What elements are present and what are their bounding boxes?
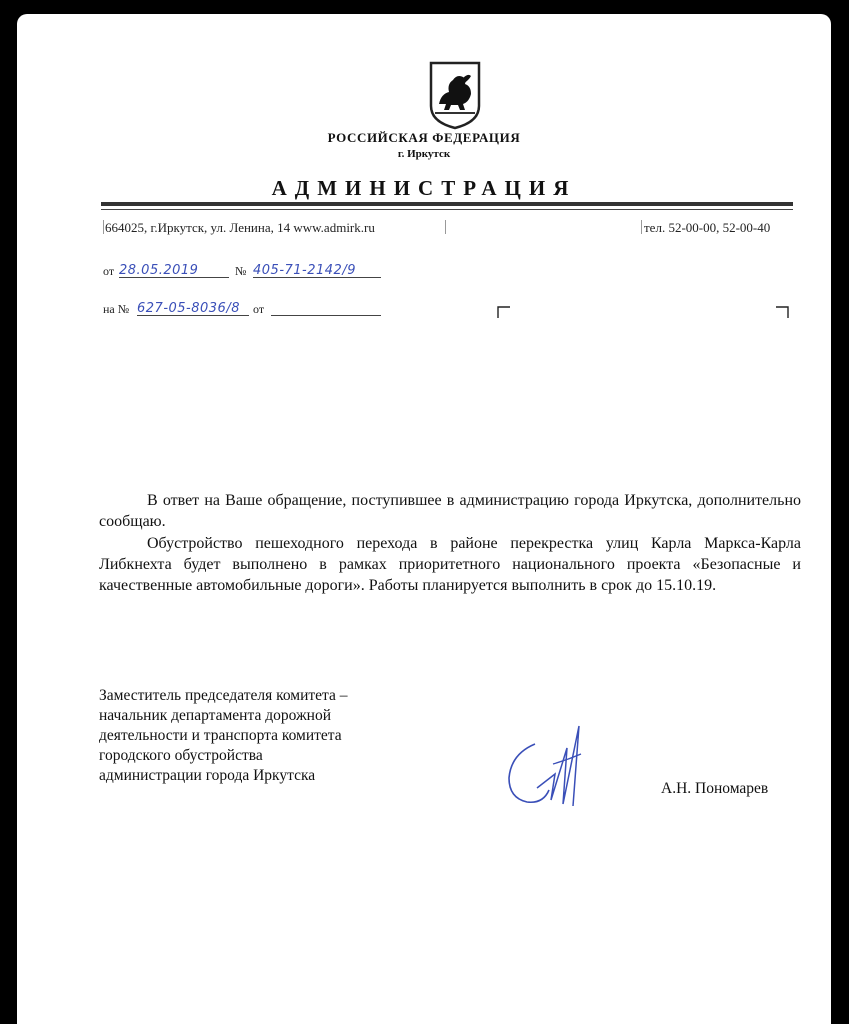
address-left-tick	[103, 220, 104, 234]
letter-page	[17, 14, 831, 1024]
address-right-tick	[445, 220, 446, 234]
date-handwritten: 28.05.2019	[119, 263, 199, 278]
reply-label: на №	[103, 302, 130, 316]
body-paragraph-1: В ответ на Ваше обращение, поступившее в администрацию города Иркутска, дополнительно сообщаю.	[99, 492, 801, 530]
position-line: деятельности и транспорта комитета	[99, 727, 342, 744]
number-handwritten: 405-71-2142/9	[253, 263, 356, 278]
coat-of-arms-icon	[427, 60, 483, 130]
phone-left-tick	[641, 220, 642, 234]
phone-line: тел. 52-00-00, 52-00-40	[644, 220, 771, 235]
reply-date-field	[271, 299, 381, 316]
addressee-corner-right-icon	[775, 306, 789, 318]
header-rule-thin	[101, 209, 793, 210]
city-heading: г. Иркутск	[397, 148, 451, 160]
signatory-position	[99, 686, 439, 786]
position-line: начальник департамента дорожной	[99, 707, 331, 724]
body-paragraph-2: Обустройство пешеходного перехода в районе перекрестка улиц Карла Маркса-Карла Либкнехта будет выполнено в рамках приоритетного национального проекта «Безопасные и качественные автомобильные дороги». Работы планируется выполнить в срок до 15.10.19.	[99, 535, 801, 594]
date-label: от	[103, 264, 115, 278]
reply-handwritten: 627-05-8036/8	[137, 301, 240, 316]
reply-field	[137, 299, 249, 316]
number-label: №	[235, 264, 247, 278]
signatory-name: А.Н. Пономарев	[661, 780, 769, 797]
date-field	[119, 261, 229, 278]
position-line: администрации города Иркутска	[99, 767, 316, 784]
header-rule-thick	[101, 202, 793, 206]
addressee-corner-left-icon	[497, 306, 511, 318]
number-field	[253, 261, 381, 278]
handwritten-signature-icon	[497, 714, 617, 814]
address-line: 664025, г.Иркутск, ул. Ленина, 14 www.admirk.ru	[105, 220, 375, 235]
reply-date-label: от	[253, 302, 265, 316]
position-line: Заместитель председателя комитета –	[99, 687, 348, 704]
organization-heading: АДМИНИСТРАЦИЯ	[271, 176, 577, 200]
country-heading: РОССИЙСКАЯ ФЕДЕРАЦИЯ	[327, 130, 521, 145]
position-line: городского обустройства	[99, 747, 263, 764]
